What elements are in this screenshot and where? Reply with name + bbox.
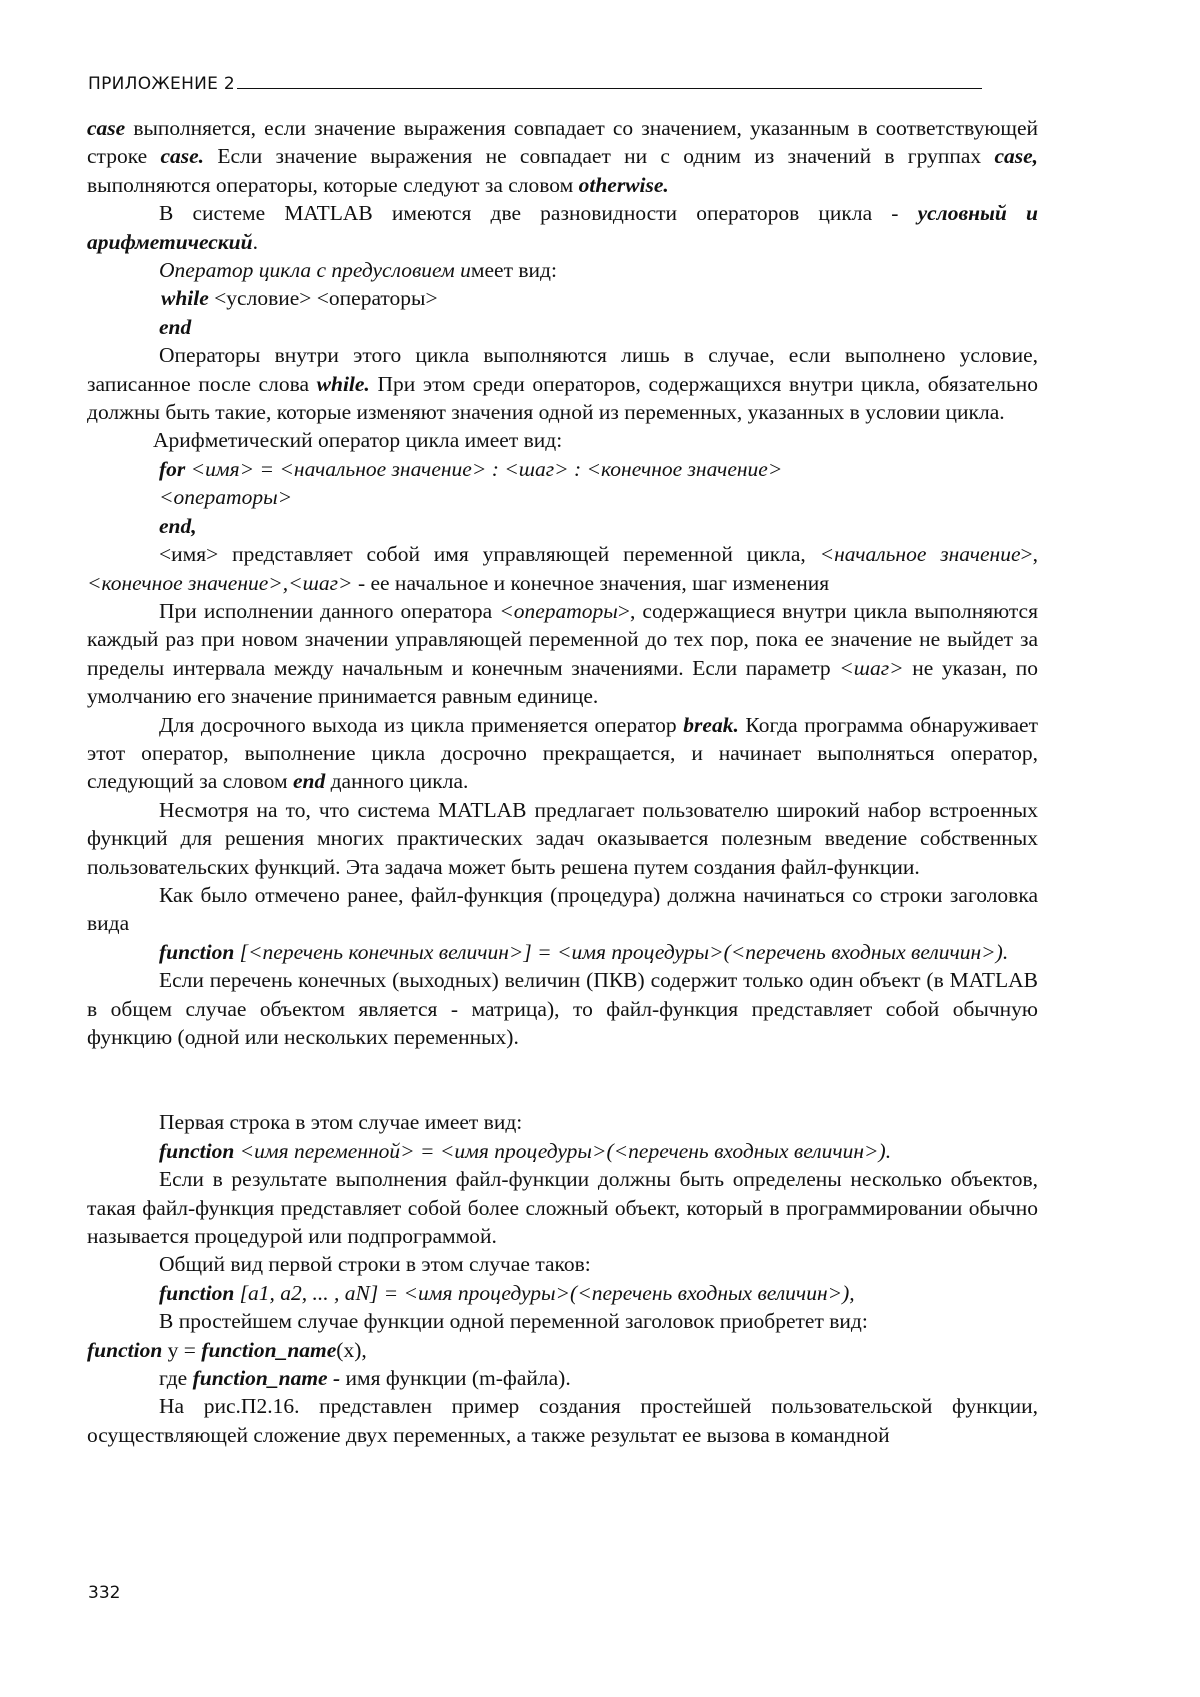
keyword-function-name: function_name bbox=[201, 1338, 336, 1362]
italic-text: <имя переменной> = <имя процедуры>(<перечень входных величин>). bbox=[234, 1139, 891, 1163]
text: <имя> представляет собой имя управляющей переменной цикла, bbox=[159, 542, 820, 566]
paragraph-case bbox=[87, 114, 1038, 199]
paragraph-break bbox=[87, 711, 1038, 796]
spacer bbox=[87, 1051, 1038, 1108]
keyword-while: while. bbox=[317, 372, 370, 396]
header-rule bbox=[237, 88, 982, 89]
keyword-function: function bbox=[159, 940, 234, 964]
italic-text: [<перечень конечных величин>] = <имя процедуры>(<перечень входных величин>). bbox=[234, 940, 1008, 964]
text: Если значение выражения не совпадает ни с одним из значений в группах bbox=[204, 144, 994, 168]
text: Когда программа обнаруживает этот оператор, выполнение цикла досрочно прекращается, и начинает выполняться оператор, следующий за словом bbox=[87, 713, 1038, 794]
italic-text: <имя> = <начальное значение> : <шаг> : <конечное значение> bbox=[185, 457, 782, 481]
header-title: ПРИЛОЖЕНИЕ 2 bbox=[88, 74, 235, 94]
code-operators bbox=[87, 483, 1038, 511]
text: имя функции (m-файла). bbox=[340, 1366, 571, 1390]
keyword-end: end, bbox=[159, 514, 197, 538]
page-number: 332 bbox=[88, 1583, 120, 1603]
italic-text: <шаг> bbox=[839, 656, 903, 680]
keyword-case: case, bbox=[994, 144, 1038, 168]
code-function-single bbox=[87, 1137, 1038, 1165]
keyword-end: end bbox=[159, 315, 191, 339]
paragraph-general-form: Общий вид первой строки в этом случае таков: bbox=[87, 1250, 1038, 1278]
text: В системе MATLAB имеются две разновидности операторов цикла - bbox=[159, 201, 918, 225]
keyword-function: function bbox=[159, 1139, 234, 1163]
keyword-function: function bbox=[159, 1281, 234, 1305]
paragraph-simplest: В простейшем случае функции одной переменной заголовок приобретет вид: bbox=[87, 1307, 1038, 1335]
code-end-comma bbox=[87, 512, 1038, 540]
paragraph-for-exec bbox=[87, 597, 1038, 711]
text: Для досрочного выхода из цикла применяется оператор bbox=[159, 713, 683, 737]
italic-text: <начальное значение bbox=[820, 542, 1021, 566]
code-function-simple bbox=[87, 1336, 1038, 1364]
text: выполняется, если значение выражения совпадает со значением, указанным в соответствующей строке bbox=[87, 116, 1038, 168]
keyword-function: function bbox=[87, 1338, 162, 1362]
code-function-header bbox=[87, 938, 1038, 966]
text: данного цикла. bbox=[325, 769, 468, 793]
text: >, bbox=[1020, 542, 1038, 566]
paragraph-user-functions: Несмотря на то, что система MATLAB предлагает пользователю широкий набор встроенных функций для решения многих практических задач оказывается полезным введение собственных пользовательских функций. Эта задача может быть решена путем создания файл-функции. bbox=[87, 796, 1038, 881]
text: выполняются операторы, которые следуют за словом bbox=[87, 173, 579, 197]
paragraph-procedure: Если в результате выполнения файл-функции должны быть определены несколько объектов, такая файл-функция представляет собой более сложный объект, который в программировании обычно называется процедурой или подпрограммой. bbox=[87, 1165, 1038, 1250]
keyword-break: break. bbox=[683, 713, 739, 737]
code-function-multi bbox=[87, 1279, 1038, 1307]
keyword-while: while bbox=[161, 286, 209, 310]
keyword-for: for bbox=[159, 457, 185, 481]
text: (x), bbox=[336, 1338, 366, 1362]
text: y = bbox=[162, 1338, 201, 1362]
paragraph-first-line: Первая строка в этом случае имеет вид: bbox=[87, 1108, 1038, 1136]
italic-text: <операторы> bbox=[159, 485, 292, 509]
paragraph-pkv: Если перечень конечных (выходных) величин (ПКВ) содержит только один объект (в MATLAB в общем случае объектом является - матрица), то файл-функция представляет собой обычную функцию (одной или нескольких переменных). bbox=[87, 966, 1038, 1051]
text: При исполнении данного оператора bbox=[159, 599, 499, 623]
keyword-end: end bbox=[293, 769, 325, 793]
keyword-case: case bbox=[87, 116, 125, 140]
page-header bbox=[88, 74, 1018, 94]
paragraph-file-function: Как было отмечено ранее, файл-функция (процедура) должна начинаться со строки заголовка вида bbox=[87, 881, 1038, 938]
page-body bbox=[87, 114, 1038, 1449]
text: не указан, по умолчанию его значение принимается равным единице. bbox=[87, 656, 1038, 708]
italic-term: Оператор цикла с предусловием и bbox=[159, 258, 471, 282]
text: <условие> <операторы> bbox=[209, 286, 438, 310]
italic-text: <операторы bbox=[499, 599, 618, 623]
text: >, содержащиеся внутри цикла выполняются каждый раз при новом значении управляющей переменной до тех пор, пока ее значение не выйдет за пределы интервала между начальным и конечным значениями. Если параметр bbox=[87, 599, 1038, 680]
text: - ее начальное и конечное значения, шаг изменения bbox=[353, 571, 830, 595]
code-while bbox=[87, 284, 1038, 312]
paragraph-for-intro: Арифметический оператор цикла имеет вид: bbox=[87, 426, 1038, 454]
italic-text: <конечное значение>,<шаг> bbox=[87, 571, 353, 595]
paragraph-precondition bbox=[87, 256, 1038, 284]
paragraph-loop-kinds bbox=[87, 199, 1038, 256]
paragraph-for-explain bbox=[87, 540, 1038, 597]
paragraph-while-explain bbox=[87, 341, 1038, 426]
text: где bbox=[159, 1366, 193, 1390]
emphasis-loop-kinds: условный и арифметический bbox=[87, 201, 1038, 253]
keyword-otherwise: otherwise. bbox=[579, 173, 669, 197]
text: . bbox=[253, 230, 258, 254]
italic-text: [a1, a2, ... , aN] = <имя процедуры>(<перечень входных величин>), bbox=[234, 1281, 854, 1305]
paragraph-where bbox=[87, 1364, 1038, 1392]
keyword-function-name: function_name - bbox=[193, 1366, 341, 1390]
text: меет вид: bbox=[471, 258, 557, 282]
code-end bbox=[87, 313, 1038, 341]
paragraph-figure-ref: На рис.П2.16. представлен пример создания простейшей пользовательской функции, осуществляющей сложение двух переменных, а также результат ее вызова в командной bbox=[87, 1392, 1038, 1449]
text: Операторы внутри этого цикла выполняются лишь в случае, если выполнено условие, записанное после слова bbox=[87, 343, 1038, 395]
text: При этом среди операторов, содержащихся внутри цикла, обязательно должны быть такие, которые изменяют значения одной из переменных, указанных в условии цикла. bbox=[87, 372, 1038, 424]
document-page bbox=[0, 0, 1200, 1697]
keyword-case: case. bbox=[160, 144, 204, 168]
code-for bbox=[87, 455, 1038, 483]
